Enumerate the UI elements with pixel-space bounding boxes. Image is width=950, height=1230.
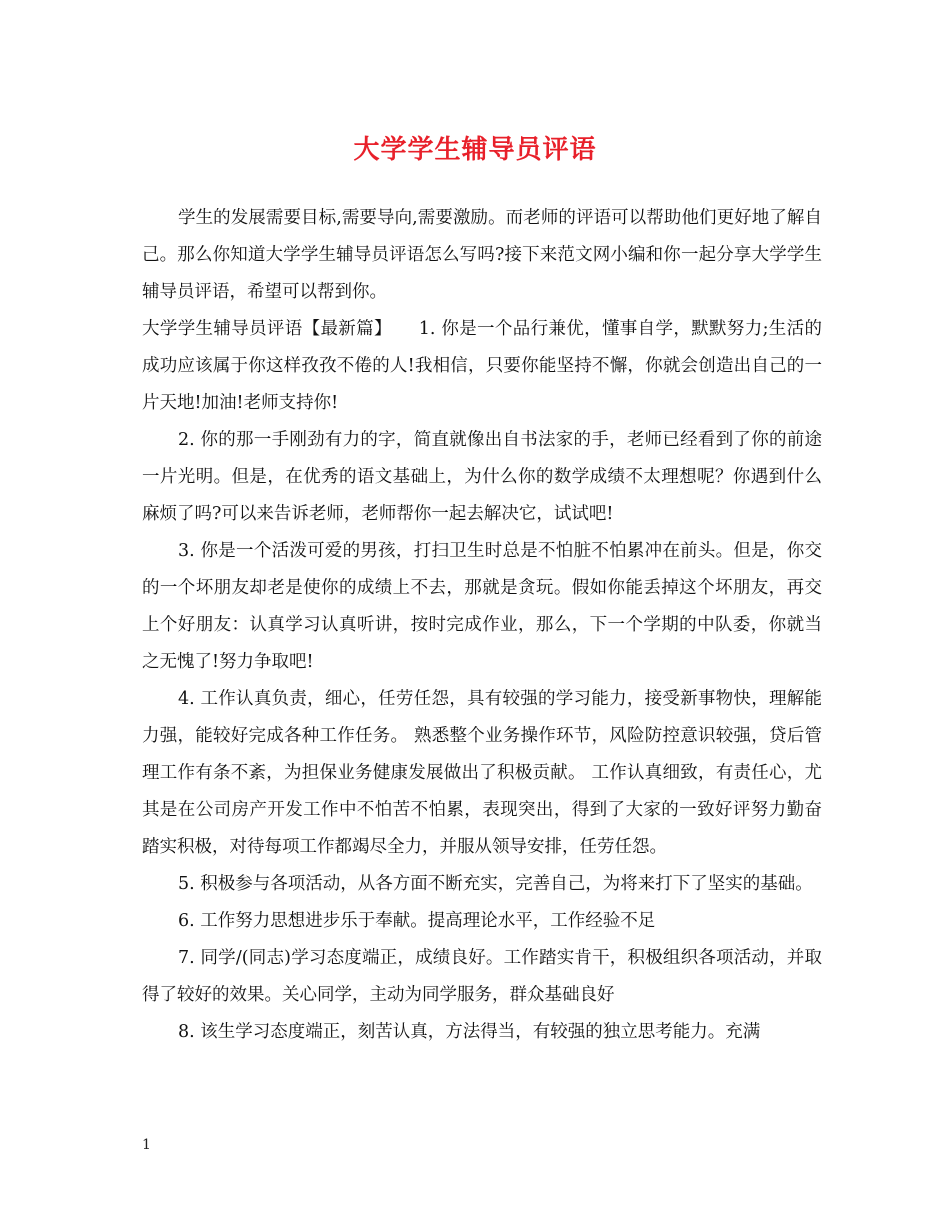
- document-body: [142, 200, 822, 1051]
- paragraph-item-8: 8. 该生学习态度端正，刻苦认真，方法得当，有较强的独立思考能力。充满: [178, 1022, 761, 1042]
- paragraph-intro: 学生的发展需要目标,需要导向,需要激励。而老师的评语可以帮助他们更好地了解自己。那么你知道大学学生辅导员评语怎么写吗?接下来范文网小编和你一起分享大学学生辅导员评语，希望可以帮到你。: [142, 208, 822, 302]
- paragraph-item-5: 5. 积极参与各项活动，从各方面不断充实，完善自己，为将来打下了坚实的基础。: [178, 874, 813, 894]
- page-number: 1: [142, 1137, 151, 1153]
- paragraph-item-6: 6. 工作努力思想进步乐于奉献。提高理论水平，工作经验不足: [178, 911, 656, 931]
- paragraph-item-2: 2. 你的那一手刚劲有力的字，简直就像出自书法家的手，老师已经看到了你的前途一片光明。但是，在优秀的语文基础上，为什么你的数学成绩不太理想呢？你遇到什么麻烦了吗?可以来告诉老师，老师帮你一起去解决它，试试吧!: [142, 430, 822, 524]
- paragraph-item-1: 大学学生辅导员评语【最新篇】 1. 你是一个品行兼优，懂事自学，默默努力;生活的成功应该属于你这样孜孜不倦的人!我相信，只要你能坚持不懈，你就会创造出自己的一片天地!加油!老师支持你!: [142, 319, 822, 413]
- document-title: 大学学生辅导员评语: [353, 135, 597, 165]
- paragraph-item-3: 3. 你是一个活泼可爱的男孩，打扫卫生时总是不怕脏不怕累冲在前头。但是，你交的一个坏朋友却老是使你的成绩上不去，那就是贪玩。假如你能丢掉这个坏朋友，再交上个好朋友：认真学习认真听讲，按时完成作业，那么，下一个学期的中队委，你就当之无愧了!努力争取吧!: [142, 541, 822, 672]
- paragraph-item-4: 4. 工作认真负责，细心，任劳任怨，具有较强的学习能力，接受新事物快，理解能力强，能较好完成各种工作任务。 熟悉整个业务操作环节，风险防控意识较强，贷后管理工作有条不紊，为担保业务健康发展做出了积极贡献。 工作认真细致，有责任心，尤其是在公司房产开发工作中不怕苦不怕累，表现突出，得到了大家的一致好评努力勤奋踏实积极，对待每项工作都竭尽全力，并服从领导安排，任劳任怨。: [142, 689, 822, 857]
- paragraph-item-7: 7. 同学/(同志)学习态度端正，成绩良好。工作踏实肯干，积极组织各项活动，并取得了较好的效果。关心同学，主动为同学服务，群众基础良好: [142, 948, 822, 1005]
